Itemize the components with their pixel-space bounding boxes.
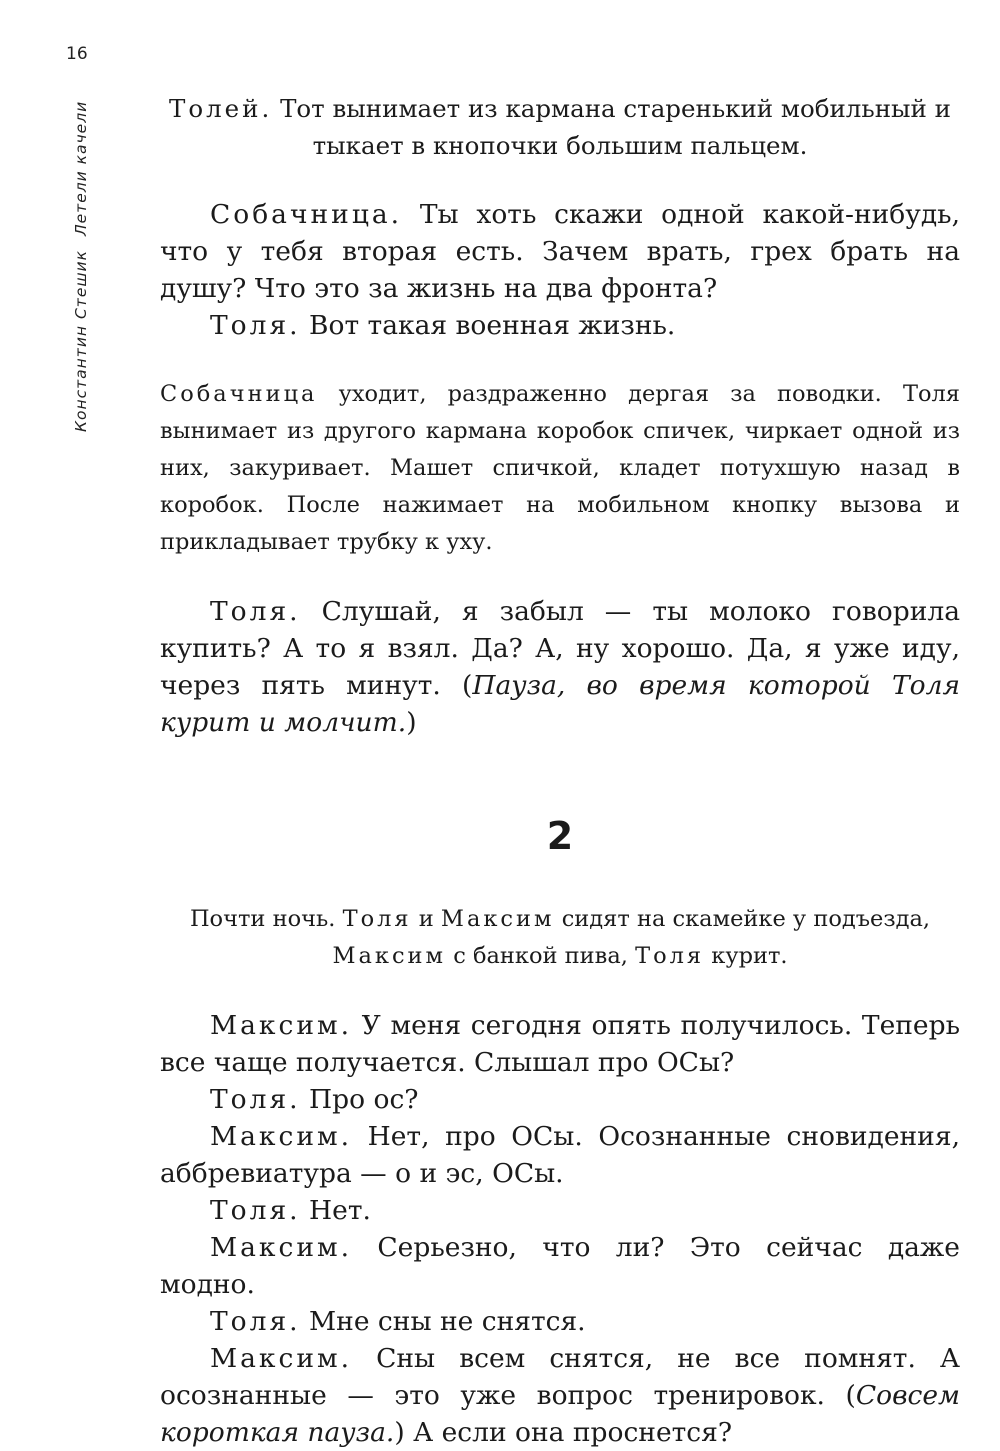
stage-direction-1 [160,90,960,164]
stage-text: и [411,906,441,932]
dialogue-text: Нет. [300,1195,371,1226]
dialogue-text-close: ) [406,707,417,738]
page-number: 16 [66,44,88,64]
speaker-name: Максим [440,906,555,932]
dialogue-text: Про ос? [300,1084,419,1115]
stage-remark: Пауза, во время которой Толя курит и молчит. [160,670,960,738]
speaker-name: Толя. [210,1306,301,1337]
stage-remark: Совсем короткая пауза. [160,1380,960,1448]
speaker-name: Толя. [210,310,301,341]
stage-text: с банкой пива, [446,943,636,969]
dialogue-text: Слушай, я забыл — ты молоко говорила купить? А то я взял. Да? А, ну хорошо. Да, я уже иду, через пять минут. ( [160,596,960,701]
dialogue-line [160,1340,960,1451]
speaker-name: Толя [635,943,705,969]
dialogue-line [160,593,960,741]
scene-number: 2 [546,814,574,858]
dialogue-line [160,1303,960,1340]
stage-text: сидят на скамейке у подъезда, [554,906,931,932]
dialogue-text: Сны всем снятся, не все помнят. А осознанные — это уже вопрос тренировок. ( [160,1343,960,1411]
dialogue-text: Мне сны не снятся. [300,1306,586,1337]
dialogue-text: У меня сегодня опять получилось. Теперь все чаще получается. Слышал про ОСы? [160,1010,960,1078]
stage-direction-3 [160,901,960,975]
page-body [160,90,960,1451]
dialogue-line [160,196,960,307]
speaker-name: Толя [342,906,412,932]
dialogue-line [160,1192,960,1229]
running-head-author: Константин Стешик [72,250,90,432]
speaker-name: Толя. [210,1084,301,1115]
speaker-name: Максим [332,943,447,969]
dialogue-line [160,1081,960,1118]
stage-text: курит. [704,943,788,969]
dialogue-line [160,1007,960,1081]
speaker-name: Максим. [210,1232,353,1263]
speaker-name: Толя. [210,596,301,627]
speaker-name: Собачница [160,381,318,407]
stage-direction-2 [160,376,960,561]
speaker-name: Собачница. [210,199,403,230]
dialogue-line [160,1118,960,1192]
running-head [72,101,90,432]
dialogue-text: Вот такая военная жизнь. [300,310,676,341]
speaker-name: Максим. [210,1121,353,1152]
running-head-title: Летели качели [72,100,90,237]
dialogue-line [160,1229,960,1303]
stage-text: уходит, раздраженно дергая за поводки. Толя вынимает из другого кармана коробок спичек, чиркает одной из них, закуривает. Машет спичкой, кладет потухшую назад в коробок. После нажимает на мобильном кнопку вызова и прикладывает трубку к уху. [160,381,960,555]
stage-text: Почти ночь. [189,906,343,932]
dialogue-text: Нет, про ОСы. Осознанные сновидения, аббревиатура — о и эс, ОСы. [160,1121,960,1189]
dialogue-text: ) А если она проснется? [394,1417,733,1448]
dialogue-text: Ты хоть скажи одной какой-нибудь, что у тебя вторая есть. Зачем врать, грех брать на душу? Что это за жизнь на два фронта? [160,199,960,304]
dialogue-text: Серьезно, что ли? Это сейчас даже модно. [160,1232,960,1300]
stage-text: Тот вынимает из кармана старенький мобильный и тыкает в кнопочки большим пальцем. [272,94,951,160]
dialogue-line [160,307,960,344]
speaker-name: Толей. [169,94,273,123]
speaker-name: Максим. [210,1010,353,1041]
speaker-name: Толя. [210,1195,301,1226]
speaker-name: Максим. [210,1343,353,1374]
